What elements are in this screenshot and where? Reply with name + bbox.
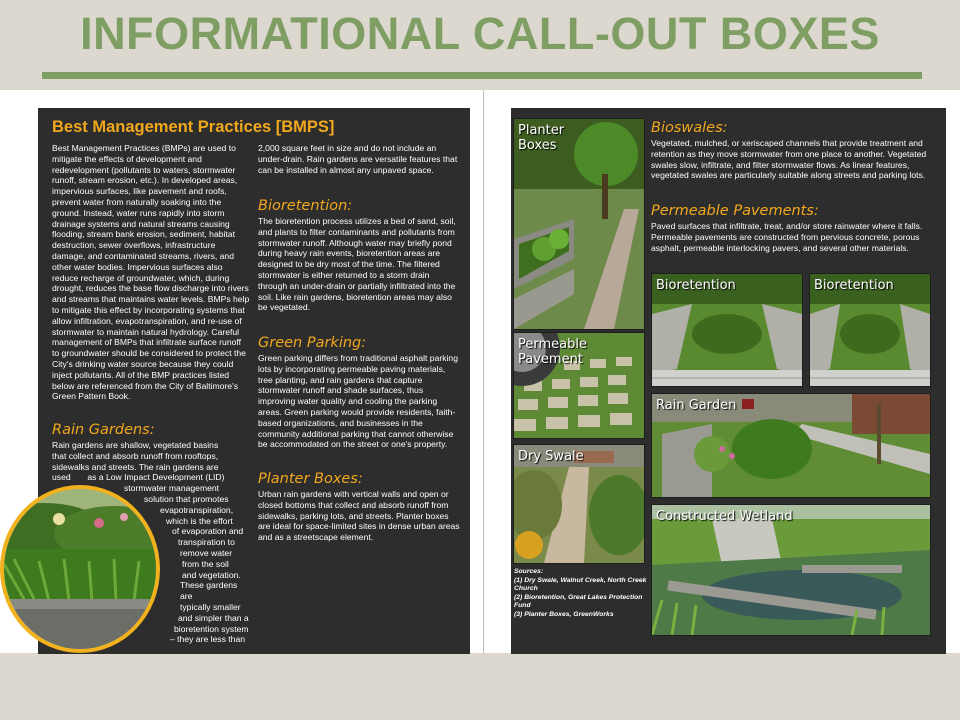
rain-gardens-continued <box>258 143 460 175</box>
green-parking-text <box>258 353 460 450</box>
title-underline <box>42 72 922 79</box>
label-line: Permeable <box>518 337 587 352</box>
source-item: (1) Dry Swale, Walnut Creek, North Creek Church <box>514 576 647 592</box>
bioswales-heading: Bioswales: <box>651 120 728 136</box>
permeable-pavements-heading: Permeable Pavements: <box>651 203 819 219</box>
bmp-title: Best Management Practices [BMPS] <box>52 118 335 136</box>
label-line: Planter <box>518 123 565 138</box>
sources-block <box>514 568 649 619</box>
label-line: Boxes <box>518 138 557 153</box>
bioretention-photo-2-label: Bioretention <box>814 278 894 293</box>
permeable-pavements-text-body: Paved surfaces that infiltrate, treat, and/or store rainwater where it falls. Permeable pavements are constructed from pervious concrete, porous asphalt, permeable interlocking pavers, and several other materials. <box>651 221 923 253</box>
source-item: (2) Bioretention, Great Lakes Protection Fund <box>514 593 643 609</box>
rain-line: bioretention system <box>174 623 249 634</box>
rain-line: and simpler than a <box>178 612 249 623</box>
rain-line: solution that promotes <box>144 493 229 504</box>
rain-line: These gardens are <box>180 580 238 602</box>
green-parking-text-body: Green parking differs from traditional asphalt parking lots by incorporating permeable paving materials, tree planting, and rain gardens that capture stormwater runoff and shade surfaces, thus improving water quality and cooling the parking areas. Green parking would provide residents, faith-based organizations, and businesses in the community additional parking that cannot otherwise be accommodated on the street or one's property. <box>258 353 458 450</box>
rain-line: sidewalks and streets. The rain gardens are <box>52 461 219 472</box>
bioretention-photo-2 <box>809 273 931 387</box>
rain-line: and vegetation. <box>182 569 241 580</box>
rain-line: which is the effort <box>166 515 233 526</box>
constructed-wetland-photo-label: Constructed Wetland <box>656 509 793 524</box>
bmp-intro <box>52 143 250 402</box>
bioswales-text <box>651 138 939 181</box>
rain-line: evapotranspiration, <box>160 504 234 515</box>
rain-garden-photo <box>651 393 931 498</box>
rain-line: of evaporation and <box>172 526 244 537</box>
rain-gardens-continued-text: 2,000 square feet in size and do not include an under-drain. Rain gardens are versatile features that can be installed in almost any unpaved space. <box>258 143 458 175</box>
rain-line: used as a Low Impact Development (LID) <box>52 472 225 483</box>
rain-line: Rain gardens are shallow, vegetated basins <box>52 440 219 450</box>
planter-boxes-heading: Planter Boxes: <box>258 471 363 487</box>
bioswales-text-body: Vegetated, mulched, or xeriscaped channels that provide treatment and retention as they move stormwater from one place to another. Vegetated swales slow, infiltrate, and filter stormwater flows. As linear features, vegetated swales are particularly suitable along streets and parking lots. <box>651 138 927 181</box>
rain-line: remove water <box>180 547 233 558</box>
slide-title: INFORMATIONAL CALL-OUT BOXES <box>80 8 880 59</box>
permeable-pavements-text <box>651 221 939 253</box>
permeable-pavement-photo-label <box>518 337 587 367</box>
planter-boxes-photo <box>513 118 645 330</box>
sources-heading: Sources: <box>514 568 544 575</box>
right-page <box>511 108 946 654</box>
bioretention-photo-1-label: Bioretention <box>656 278 736 293</box>
bmp-intro-text: Best Management Practices (BMPs) are used to mitigate the effects of development and redevelopment (pollutants to waters, stormwater runoff, stream erosion, etc.). In developed areas, impervious surfaces, like pavement and roofs, prevent water from naturally soaking into the ground. Instead, water runs rapidly into storm drainage systems and natural streams causing flooding, stream bank erosion, sediment, habitat destruction, sewer overflows, infrastructure damage, and contaminated streams, rivers, and other water bodies. Impervious surfaces also reduce recharge of groundwater, which, during drought, reduces the base flow discharge into rivers and streams that maintains water levels. BMPs help to mitigate this effect by incorporating systems that allow infiltration, evapotranspiration, and re-use of stormwater to maintain natural hydrology. Careful management of BMPs that infiltrate surface runoff to groundwater should be considered to protect the City's drinking water source because they could inject pollutants. All of the BMP practices listed below are referenced from the City of Baltimore's Green Pattern Book. <box>52 143 250 402</box>
constructed-wetland-image <box>652 505 930 635</box>
rain-garden-circle-photo <box>0 485 160 653</box>
dry-swale-photo-label: Dry Swale <box>518 449 584 464</box>
rain-line: from the soil <box>182 558 229 569</box>
rain-garden-photo-label: Rain Garden <box>656 398 737 413</box>
source-item: (3) Planter Boxes, GreenWorks <box>514 610 614 618</box>
rain-line: typically smaller <box>180 601 241 612</box>
page-gutter <box>483 90 484 653</box>
rain-line: transpiration to <box>178 537 235 548</box>
rain-gardens-heading: Rain Gardens: <box>52 422 155 438</box>
planter-boxes-photo-label <box>518 123 564 153</box>
permeable-pavement-photo <box>513 332 645 439</box>
bioretention-text <box>258 216 460 313</box>
planter-boxes-text-body: Urban rain gardens with vertical walls and open or closed bottoms that collect and absorb runoff from sidewalks, parking lots, and streets. Planter boxes are ideal for space-limited sites in dense urban areas and as a streetscape element. <box>258 489 460 543</box>
dry-swale-photo <box>513 444 645 564</box>
rain-line: – they are less than <box>170 634 246 645</box>
rain-line: that collect and absorb runoff from rooftops, <box>52 450 219 461</box>
constructed-wetland-photo <box>651 504 931 636</box>
green-parking-heading: Green Parking: <box>258 335 367 351</box>
rain-line: stormwater management <box>124 483 220 494</box>
bioretention-heading: Bioretention: <box>258 198 353 214</box>
bioretention-text-body: The bioretention process utilizes a bed of sand, soil, and plants to filter contaminants and pollutants from stormwater runoff. Although water may briefly pond during heavy rain events, bioretention areas are designed to be dry most of the time. The filtered stormwater is either returned to a storm drain through an under-drain or partially infiltrated into the soil. Like rain gardens, bioretention areas may also be vegetated. <box>258 216 456 313</box>
label-line: Pavement <box>518 352 583 367</box>
planter-boxes-text <box>258 489 460 543</box>
bioretention-photo-1 <box>651 273 803 387</box>
